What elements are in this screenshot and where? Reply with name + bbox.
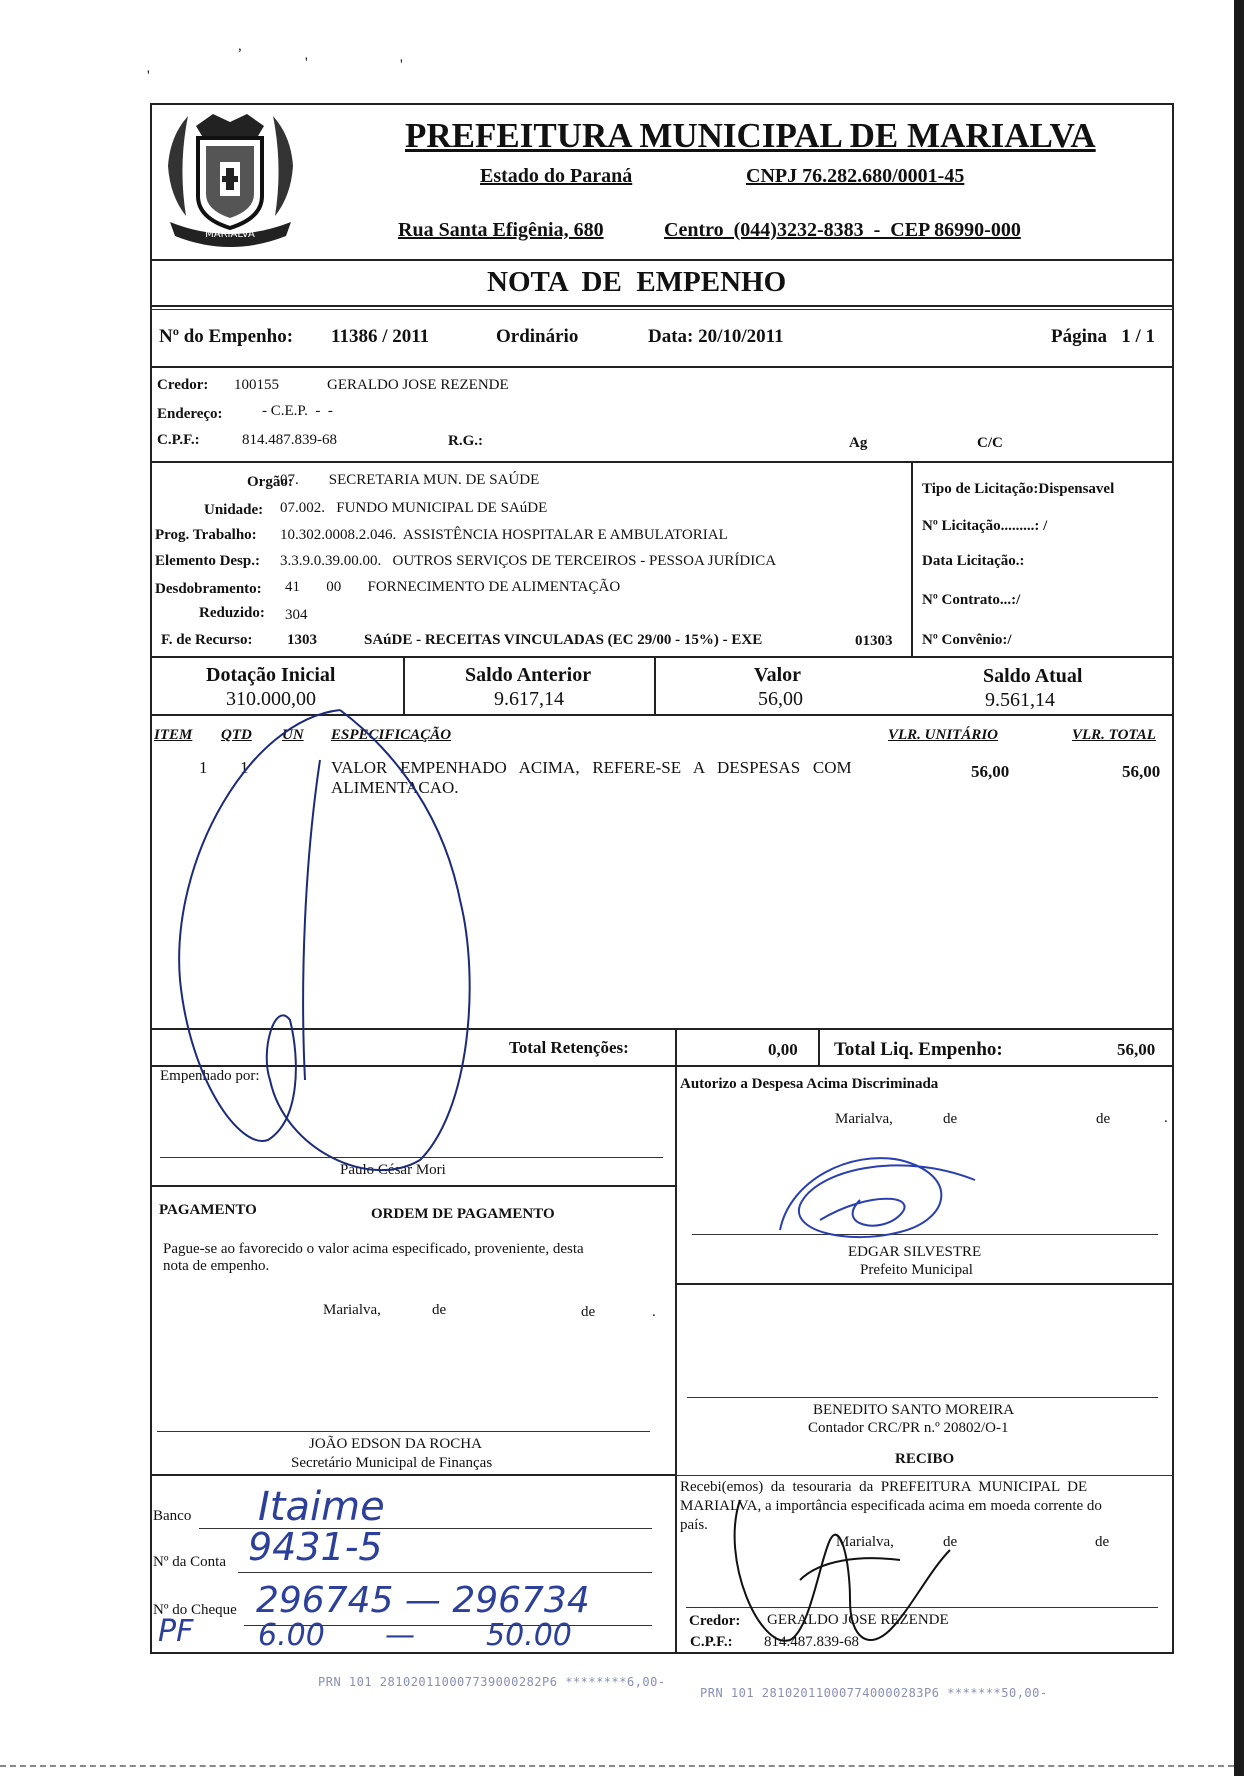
prog-trabalho-label: Prog. Trabalho: xyxy=(155,527,257,543)
write-line xyxy=(238,1572,652,1573)
coat-of-arms-logo xyxy=(158,106,303,256)
numero-licitacao: Nº Licitação.........: / xyxy=(922,518,1048,534)
liquido-label: Total Liq. Empenho: xyxy=(834,1039,1003,1060)
recibo-de2: de xyxy=(1095,1534,1110,1550)
pagamento-text-line1: Pague-se ao favorecido o valor acima especificado, proveniente, desta xyxy=(163,1241,584,1257)
recibo-text-line2: MARIALVA, a importância especificada acima em moeda corrente do xyxy=(680,1498,1102,1514)
contador-role: Contador CRC/PR n.º 20802/O-1 xyxy=(808,1420,1009,1436)
divider xyxy=(675,1065,677,1654)
orgao-value: 07. SECRETARIA MUN. DE SAÚDE xyxy=(280,472,540,488)
divider xyxy=(150,1185,677,1187)
cc-label: C/C xyxy=(977,435,1003,451)
divider xyxy=(150,1474,677,1476)
retencoes-value: 0,00 xyxy=(768,1040,798,1059)
bank-stamp-right: PRN 101 281020110007740000283P6 *******50,00- xyxy=(700,1686,1048,1700)
margin-mark: ' xyxy=(147,68,150,84)
cpf-value: 814.487.839-68 xyxy=(242,432,337,448)
items-header-total: VLR. TOTAL xyxy=(1072,727,1156,743)
address-contact: Centro (044)3232-8383 - CEP 86990-000 xyxy=(664,219,1021,241)
cheque-label: Nº do Cheque xyxy=(153,1602,237,1618)
recibo-cpf-value: 814.487.839-68 xyxy=(764,1634,859,1650)
autorizo-place: Marialva, xyxy=(835,1111,893,1127)
empenhado-por-name: Paulo César Mori xyxy=(340,1162,446,1178)
item-number: 1 xyxy=(199,758,208,777)
desdobramento-label: Desdobramento: xyxy=(155,581,262,597)
pagamento-text-line2: nota de empenho. xyxy=(163,1258,270,1274)
banco-handwritten: Itaime xyxy=(258,1484,385,1530)
item-description-line2: ALIMENTACAO. xyxy=(331,778,459,797)
saldo-atual-value: 9.561,14 xyxy=(985,689,1055,711)
recibo-cpf-label: C.P.F.: xyxy=(690,1634,733,1650)
amount-separator: — xyxy=(385,1618,415,1653)
banco-label: Banco xyxy=(153,1508,192,1524)
numero-convenio: Nº Convênio:/ xyxy=(922,632,1012,648)
credor-code: 100155 xyxy=(234,377,279,393)
autorizo-de1: de xyxy=(943,1111,958,1127)
secretario-role: Secretário Municipal de Finanças xyxy=(291,1455,493,1471)
autorizo-dot: . xyxy=(1164,1110,1168,1126)
margin-mark: ' xyxy=(305,55,308,71)
data-licitacao: Data Licitação.: xyxy=(922,553,1025,569)
items-header-un: UN xyxy=(282,727,304,743)
margin-mark: ' xyxy=(400,57,403,73)
bank-stamp-left: PRN 101 281020110007739000282P6 ********6,00- xyxy=(318,1675,666,1689)
prefeito-name: EDGAR SILVESTRE xyxy=(848,1244,982,1260)
recibo-text-line3: país. xyxy=(680,1517,708,1533)
recibo-credor-name: GERALDO JOSE REZENDE xyxy=(767,1612,949,1628)
credor-name: GERALDO JOSE REZENDE xyxy=(327,377,509,393)
divider xyxy=(150,1028,1174,1030)
item-unit-value: 56,00 xyxy=(971,762,1010,781)
empenho-number-label: Nº do Empenho: xyxy=(159,326,294,347)
unidade-value: 07.002. FUNDO MUNICIPAL DE SAúDE xyxy=(280,500,548,516)
unidade-label: Unidade: xyxy=(204,502,264,518)
elemento-label: Elemento Desp.: xyxy=(155,553,260,569)
cheque-handwritten: 296745 — 296734 xyxy=(256,1580,590,1621)
credor-label: Credor: xyxy=(157,377,209,393)
saldo-anterior-label: Saldo Anterior xyxy=(465,664,592,686)
recibo-credor-label: Credor: xyxy=(689,1613,741,1629)
items-header-item: ITEM xyxy=(154,727,193,743)
ag-label: Ag xyxy=(849,435,868,451)
pagamento-place: Marialva, xyxy=(323,1302,381,1318)
empenho-number: 11386 / 2011 xyxy=(331,326,430,347)
signature-line xyxy=(692,1234,1158,1235)
elemento-value: 3.3.9.0.39.00.00. OUTROS SERVIÇOS DE TERCEIROS - PESSOA JURÍDICA xyxy=(280,553,777,569)
prefeitura-title: PREFEITURA MUNICIPAL DE MARIALVA xyxy=(405,116,1096,155)
divider xyxy=(150,1065,1174,1067)
recurso-label: F. de Recurso: xyxy=(161,632,253,648)
divider xyxy=(150,305,1174,307)
pagamento-dot: . xyxy=(652,1304,656,1320)
saldo-atual-label: Saldo Atual xyxy=(983,665,1083,687)
orgao-label: Orgão: xyxy=(247,474,293,490)
recibo-title: RECIBO xyxy=(895,1451,955,1467)
divider xyxy=(654,656,656,714)
autorizo-label: Autorizo a Despesa Acima Discriminada xyxy=(680,1076,939,1092)
endereco-value: - C.E.P. - - xyxy=(262,403,333,419)
recurso-number: 01303 xyxy=(855,633,893,649)
reduzido-value: 304 xyxy=(285,607,308,623)
address-street: Rua Santa Efigênia, 680 xyxy=(398,219,604,241)
signature-line xyxy=(686,1607,1158,1608)
item-description-line1: VALOR EMPENHADO ACIMA, REFERE-SE A DESPESAS COM xyxy=(331,758,852,777)
recibo-place: Marialva, xyxy=(836,1534,894,1550)
reduzido-label: Reduzido: xyxy=(199,605,265,621)
pagamento-label: PAGAMENTO xyxy=(159,1202,257,1218)
page-number: Página 1 / 1 xyxy=(1051,326,1155,347)
endereco-label: Endereço: xyxy=(157,406,223,422)
autorizo-de2: de xyxy=(1096,1111,1111,1127)
svg-text:MARIALVA: MARIALVA xyxy=(205,229,255,240)
item-total-value: 56,00 xyxy=(1122,762,1161,781)
valor-label: Valor xyxy=(754,664,802,686)
divider xyxy=(403,656,405,714)
cpf-label: C.P.F.: xyxy=(157,432,200,448)
conta-handwritten: 9431-5 xyxy=(248,1525,383,1569)
recurso-code: 1303 xyxy=(287,632,317,648)
pagamento-de1: de xyxy=(432,1302,447,1318)
prog-trabalho-value: 10.302.0008.2.046. ASSISTÊNCIA HOSPITALAR E AMBULATORIAL xyxy=(280,527,728,543)
divider xyxy=(911,461,913,657)
divider xyxy=(675,1283,1174,1285)
signature-line xyxy=(157,1431,650,1432)
numero-contrato: Nº Contrato...:/ xyxy=(922,592,1021,608)
tipo-licitacao: Tipo de Licitação:Dispensavel xyxy=(922,481,1115,497)
items-header-especificacao: ESPECIFICAÇÃO xyxy=(331,727,452,743)
cnpj-label: CNPJ 76.282.680/0001-45 xyxy=(746,165,965,187)
valor-value: 56,00 xyxy=(758,688,803,710)
secretario-name: JOÃO EDSON DA ROCHA xyxy=(309,1436,482,1452)
divider xyxy=(150,714,1174,716)
margin-mark: , xyxy=(238,38,242,54)
divider xyxy=(150,366,1174,368)
scan-right-edge xyxy=(1234,0,1244,1776)
divider xyxy=(150,259,1174,261)
items-header-unit: VLR. UNITÁRIO xyxy=(888,727,999,743)
extra-mark-handwritten: PF xyxy=(158,1614,194,1649)
contador-name: BENEDITO SANTO MOREIRA xyxy=(813,1402,1015,1418)
retencoes-label: Total Retenções: xyxy=(509,1038,629,1057)
signature-line xyxy=(160,1157,663,1158)
recibo-de1: de xyxy=(943,1534,958,1550)
divider xyxy=(675,1475,1174,1476)
state-label: Estado do Paraná xyxy=(480,165,633,187)
liquido-value: 56,00 xyxy=(1117,1040,1156,1059)
signature-line xyxy=(687,1397,1158,1398)
scan-bottom-dashes xyxy=(0,1765,1234,1767)
document-title: NOTA DE EMPENHO xyxy=(487,266,787,298)
empenho-date: Data: 20/10/2011 xyxy=(648,326,784,347)
item-qtd: 1 xyxy=(240,758,249,777)
items-header-qtd: QTD xyxy=(221,727,252,743)
divider xyxy=(675,1028,677,1066)
prefeito-role: Prefeito Municipal xyxy=(860,1262,973,1278)
amount-handwritten-2: 50.00 xyxy=(486,1618,572,1653)
divider xyxy=(150,656,1174,658)
divider xyxy=(150,309,1174,310)
divider xyxy=(150,461,1174,463)
saldo-anterior-value: 9.617,14 xyxy=(494,688,564,710)
divider xyxy=(818,1028,820,1066)
empenhado-por-label: Empenhado por: xyxy=(160,1068,260,1084)
dotacao-inicial-label: Dotação Inicial xyxy=(206,664,336,686)
dotacao-inicial-value: 310.000,00 xyxy=(226,688,316,710)
rg-label: R.G.: xyxy=(448,433,483,449)
recurso-description: SAúDE - RECEITAS VINCULADAS (EC 29/00 - 15%) - EXE xyxy=(364,632,763,648)
recibo-text-line1: Recebi(emos) da tesouraria da PREFEITURA MUNICIPAL DE xyxy=(680,1479,1088,1495)
ordem-pagamento-label: ORDEM DE PAGAMENTO xyxy=(371,1206,555,1222)
pagamento-de2: de xyxy=(581,1304,596,1320)
desdobramento-value: 41 00 FORNECIMENTO DE ALIMENTAÇÃO xyxy=(285,579,621,595)
conta-label: Nº da Conta xyxy=(153,1554,226,1570)
empenho-type: Ordinário xyxy=(496,326,579,347)
amount-handwritten-1: 6.00 xyxy=(258,1618,325,1653)
